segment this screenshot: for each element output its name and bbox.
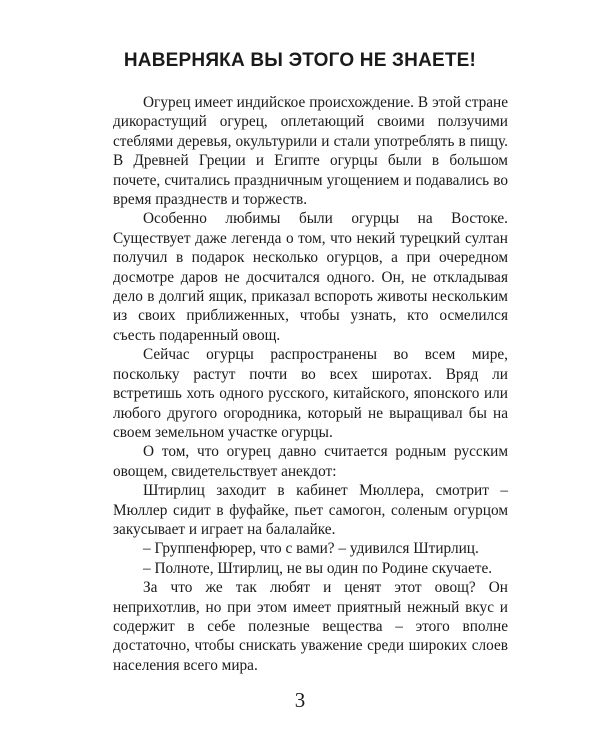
- paragraph: Сейчас огурцы распространены во всем мире, поскольку растут почти во всех широтах. Вряд ли встретишь хоть одного русского, китайского, японского или любого другого огородника, который не выращивал бы на своем земельном участке огурцы.: [113, 346, 508, 441]
- paragraph: – Группенфюрер, что с вами? – удивился Штирлиц.: [143, 540, 479, 558]
- page-title: НАВЕРНЯКА ВЫ ЭТОГО НЕ ЗНАЕТЕ!: [123, 50, 477, 71]
- paragraph: Огурец имеет индийское происхождение. В этой стране дикорастущий огурец, оплетающий своими ползучими стеблями деревья, окультурили и стали употреблять в пищу. В Древней Греции и Египте огурцы были в большом почете, считались праздничным угощением и подавались во время празднеств и торжеств.: [113, 94, 508, 209]
- paragraph: – Полноте, Штирлиц, не вы один по Родине скучаете.: [143, 559, 493, 577]
- paragraph: Штирлиц заходит в кабинет Мюллера, смотрит – Мюллер сидит в фуфайке, пьет самогон, соленым огурцом закусывает и играет на балалайке.: [113, 482, 508, 538]
- paragraph: О том, что огурец давно считается родным русским овощем, свидетельствует анекдот:: [113, 443, 508, 480]
- paragraph: Особенно любимы были огурцы на Востоке. Существует даже легенда о том, что некий турецкий султан получил в подарок несколько огурцов, а при очередном досмотре даров не досчитался одного. Он, не откладывая дело в долгий ящик, приказал вспороть животы нескольким из своих приближенных, чтобы узнать, кто осмелился съесть подаренный овощ.: [113, 210, 508, 344]
- page-number: 3: [294, 688, 306, 712]
- article-body: [113, 93, 508, 675]
- paragraph: За что же так любят и ценят этот овощ? Он неприхотлив, но при этом имеет приятный нежный вкус и содержит в себе полезные вещества – этого вполне достаточно, чтобы снискать уважение среди широких слоев населения всего мира.: [113, 579, 508, 674]
